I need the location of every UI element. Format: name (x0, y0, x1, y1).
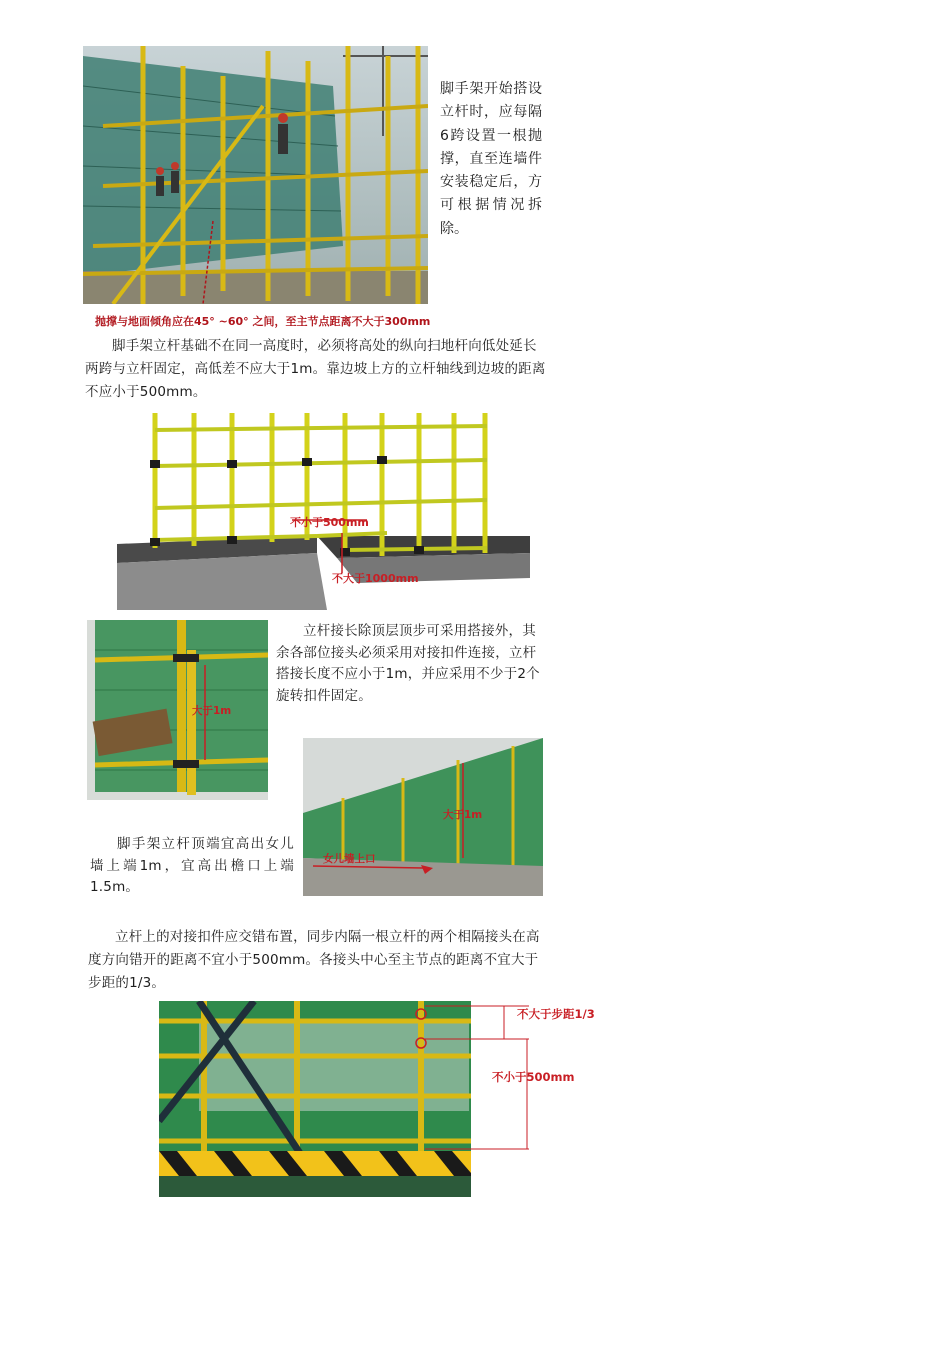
min-500-offset-label: 不小于500mm (492, 1070, 575, 1084)
parapet-top-label: 女儿墙上口 (323, 853, 376, 865)
min-500-label: 不小于500mm (290, 516, 369, 529)
section4-paragraph: 脚手架立杆顶端宜高出女儿墙上端1m，宜高出檐口上端1.5m。 (90, 836, 294, 895)
scaffold-erection-photo (83, 46, 428, 304)
section3-paragraph: 立杆接长除顶层顶步可采用搭接外，其余各部位接头必须采用对接扣件连接，立杆搭接长度不应小于1m，并应采用不少于2个旋转扣件固定。 (276, 623, 540, 704)
lap-length-label: 大于1m (192, 705, 232, 717)
staggered-joint-photo (159, 1001, 604, 1197)
parapet-photo (303, 738, 543, 896)
section2-paragraph: 脚手架立杆基础不在同一高度时，必须将高处的纵向扫地杆向低处延长两跨与立杆固定，高低差不应大于1m。靠边坡上方的立杆轴线到边坡的距离不应小于500mm。 (85, 338, 546, 400)
max-third-label: 不大于步距1/3 (517, 1007, 595, 1021)
section5-paragraph: 立杆上的对接扣件应交错布置，同步内隔一根立杆的两个相隔接头在高度方向错开的距离不宜小于500mm。各接头中心至主节点的距离不宜大于步距的1/3。 (88, 929, 540, 991)
foundation-height-diagram (117, 408, 530, 610)
max-1000-label: 不大于1000mm (332, 572, 419, 585)
lap-joint-photo (87, 620, 268, 800)
brace-angle-caption: 抛撑与地面倾角应在45° ~60° 之间，至主节点距离不大于300mm (95, 315, 431, 328)
parapet-height-label: 大于1m (443, 809, 483, 821)
section1-side-text: 脚手架开始搭设立杆时，应每隔6跨设置一根抛撑，直至连墙件安装稳定后，方可根据情况拆除。 (440, 81, 542, 237)
